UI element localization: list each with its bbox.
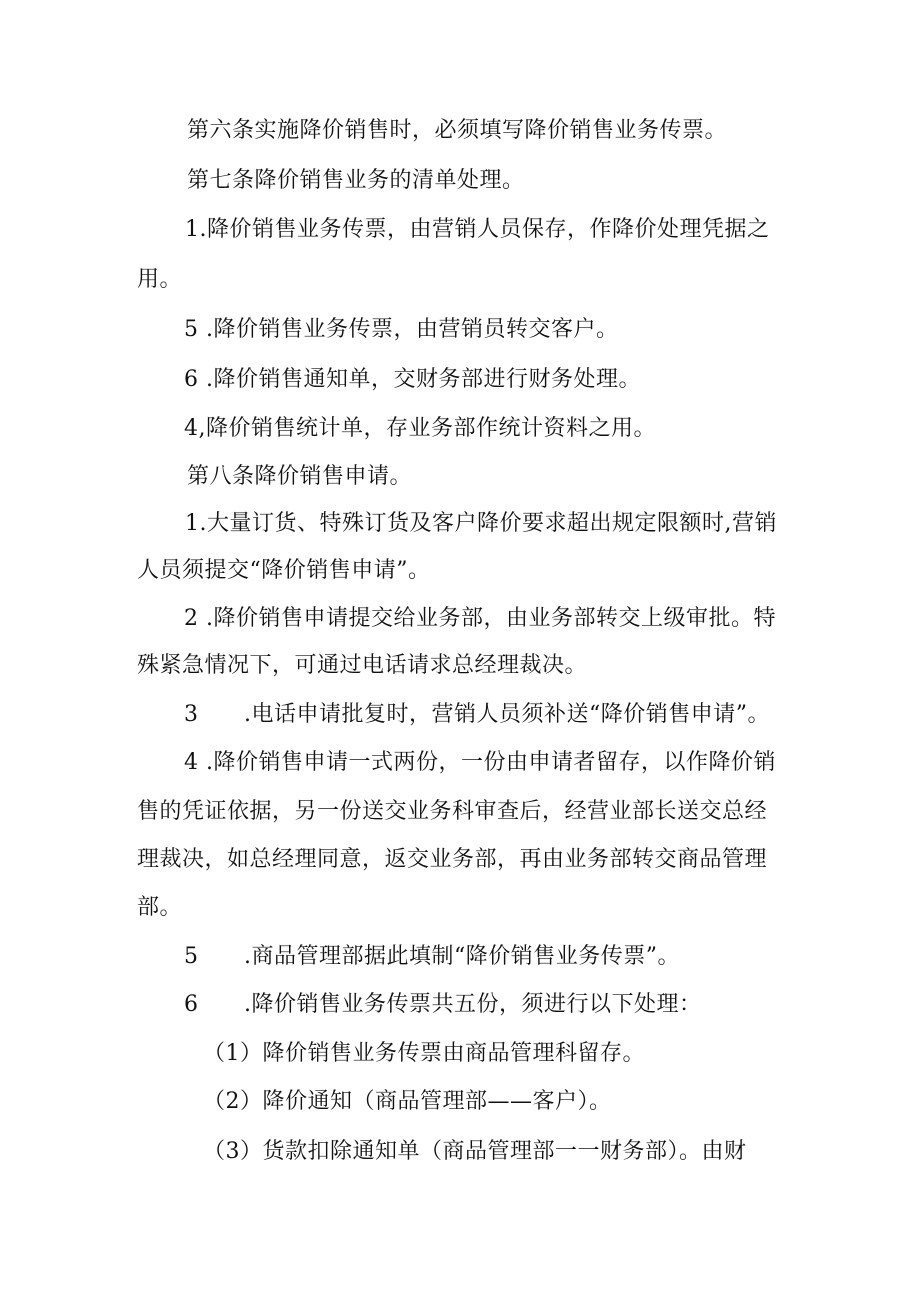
article-8-item-4-continued-3: 部。: [137, 895, 183, 920]
article-8-heading: 第八条降价销售申请。: [187, 464, 413, 489]
article-7-item-1: 1.降价销售业务传票，由营销人员保存，作降价处理凭据之: [185, 217, 770, 242]
article-7-item-6: 6 .降价销售通知单，交财务部进行财务处理。: [184, 367, 641, 392]
article-8-item-6-number: 6: [184, 992, 199, 1017]
sub-item-3: （3）货款扣除通知单（商品管理部一一财务部）。由财: [203, 1139, 747, 1164]
article-8-item-5: .商品管理部据此填制“降价销售业务传票”。: [244, 944, 680, 969]
article-8-item-1: 1.大量订货、特殊订货及客户降价要求超出规定限额时,营销: [185, 511, 777, 536]
sub-item-1: （1）降价销售业务传票由商品管理科留存。: [203, 1041, 645, 1066]
article-7-item-5: 5 .降价销售业务传票，由营销员转交客户。: [184, 317, 619, 342]
article-7-item-4: 4,降价销售统计单，存业务部作统计资料之用。: [184, 416, 656, 441]
article-8-item-4-continued-1: 售的凭证依据，另一份送交业务科审查后，经营业部长送交总经: [137, 799, 768, 824]
article-7-item-1-continued: 用。: [137, 267, 183, 292]
sub-item-2: （2）降价通知（商品管理部——客户）。: [203, 1089, 612, 1114]
article-8-item-3: .电话申请批复时，营销人员须补送“降价销售申请”。: [244, 702, 770, 727]
article-8-item-3-number: 3: [184, 702, 199, 727]
article-8-item-2: 2 .降价销售申请提交给业务部，由业务部转交上级审批。特: [184, 606, 776, 631]
article-7-heading: 第七条降价销售业务的清单处理。: [187, 168, 525, 193]
article-8-item-1-continued: 人员须提交“降价销售申请”。: [137, 558, 431, 583]
article-8-item-4-continued-2: 理裁决，如总经理同意，返交业务部，再由业务部转交商品管理: [137, 847, 768, 872]
article-8-item-2-continued: 殊紧急情况下，可通过电话请求总经理裁决。: [137, 653, 588, 678]
article-8-item-4: 4 .降价销售申请一式两份，一份由申请者留存，以作降价销: [184, 750, 776, 775]
article-8-item-5-number: 5: [184, 944, 199, 969]
article-8-item-6: .降价销售业务传票共五份，须进行以下处理：: [244, 992, 702, 1017]
article-6-paragraph: 第六条实施降价销售时，必须填写降价销售业务传票。: [187, 118, 728, 143]
